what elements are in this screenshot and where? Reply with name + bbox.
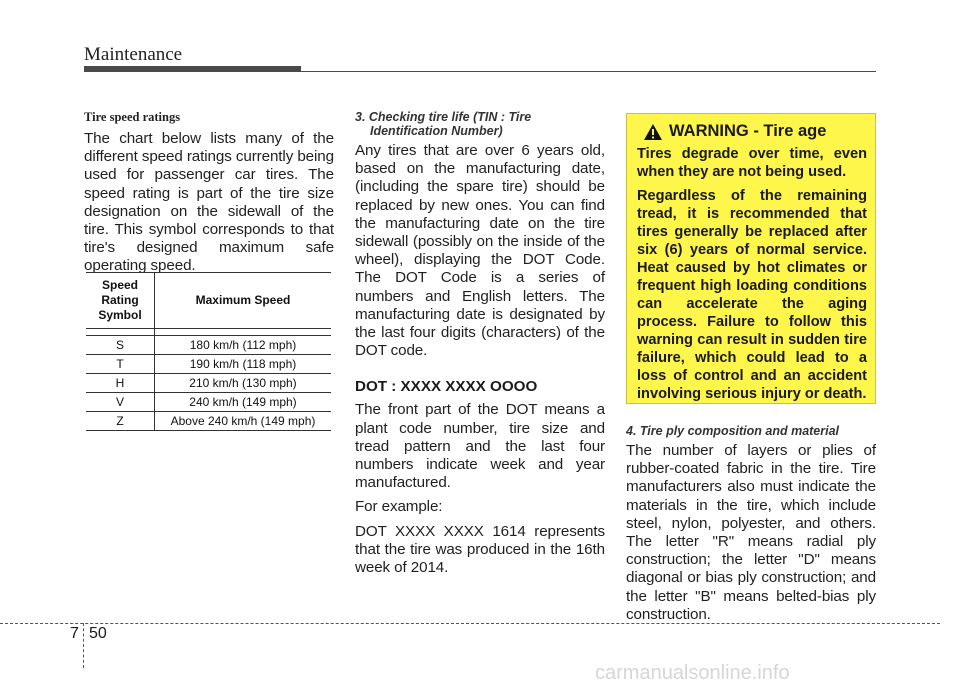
column-header-speed: Maximum Speed xyxy=(155,273,332,329)
speed-symbol: V xyxy=(86,393,155,412)
section-heading-tire-life xyxy=(355,110,605,138)
dot-code-format: DOT : XXXX XXXX OOOO xyxy=(355,378,538,396)
header-bar xyxy=(84,66,301,72)
dot-explanation-paragraph: The front part of the DOT means a plant code number, tire size and tread pattern and the last four numbers indicate week and year manufactured. xyxy=(355,401,605,492)
warning-box-tire-age xyxy=(626,113,876,404)
ply-composition-paragraph: The number of layers or plies of rubber-coated fabric in the tire. Tire manufacturers also must indicate the materials in the tire, which include steel, nylon, polyester, and others. The letter "R" means radial ply construction; the letter "D" means diagonal or bias ply construction; and the letter "B" means belted-bias ply construction. xyxy=(626,442,876,623)
page-header-title: Maintenance xyxy=(84,44,183,65)
warning-title xyxy=(643,122,867,141)
footer-divider xyxy=(83,623,84,668)
warning-triangle-icon xyxy=(643,123,663,141)
column-header-symbol: Speed Rating Symbol xyxy=(86,273,155,329)
table-row xyxy=(86,336,331,355)
max-speed: Above 240 km/h (149 mph) xyxy=(155,412,332,431)
table-row xyxy=(86,412,331,431)
table-row xyxy=(86,393,331,412)
max-speed: 180 km/h (112 mph) xyxy=(155,336,332,355)
heading-line-2: Identification Number) xyxy=(370,124,503,138)
column-ply-composition xyxy=(626,424,876,624)
chapter-number: 7 xyxy=(70,625,79,642)
speed-symbol: Z xyxy=(86,412,155,431)
footer-rule xyxy=(0,623,940,624)
page-number: 50 xyxy=(89,625,107,642)
speed-rating-table xyxy=(86,272,331,431)
table-spacer-row xyxy=(86,329,331,336)
warning-title-text: WARNING - Tire age xyxy=(669,122,827,140)
column-tire-life xyxy=(355,110,605,577)
column-speed-ratings xyxy=(84,110,334,276)
table-row xyxy=(86,355,331,374)
max-speed: 240 km/h (149 mph) xyxy=(155,393,332,412)
watermark: carmanualsonline.info xyxy=(595,662,790,684)
table-row xyxy=(86,374,331,393)
example-label: For example: xyxy=(355,498,443,516)
tire-life-paragraph: Any tires that are over 6 years old, based on the manufacturing date, (including the spare tire) should be replaced by new ones. You can find the manufacturing date on the tire sidewall (possibly on the inside of the wheel), displaying the DOT Code. The DOT Code is a series of numbers and English letters. The manufacturing date is designated by the last four digits (characters) of the DOT code. xyxy=(355,142,605,360)
speed-symbol: H xyxy=(86,374,155,393)
header-rule xyxy=(301,71,876,72)
section-heading-ply-composition: 4. Tire ply composition and material xyxy=(626,424,840,438)
speed-ratings-paragraph: The chart below lists many of the different speed ratings currently being used for passenger car tires. The speed rating is part of the tire size designation on the sidewall of the tire. This symbol corresponds to that tire's designed maximum safe operating speed. xyxy=(84,130,334,275)
speed-symbol: S xyxy=(86,336,155,355)
max-speed: 190 km/h (118 mph) xyxy=(155,355,332,374)
max-speed: 210 km/h (130 mph) xyxy=(155,374,332,393)
heading-line-1: 3. Checking tire life (TIN : Tire xyxy=(355,110,532,124)
speed-symbol: T xyxy=(86,355,155,374)
warning-paragraph-1: Tires degrade over time, even when they are not being used. xyxy=(637,146,867,180)
section-heading-speed-ratings: Tire speed ratings xyxy=(84,110,181,124)
example-paragraph: DOT XXXX XXXX 1614 represents that the tire was produced in the 16th week of 2014. xyxy=(355,522,605,577)
table-header-row xyxy=(86,273,331,329)
warning-paragraph-2: Regardless of the remaining tread, it is recommended that tires generally be replaced after six (6) years of normal service. Heat caused by hot climates or frequent high loading conditions can accelerate the aging process. Failure to follow this warning can result in sudden tire failure, which could lead to a loss of control and an accident involving serious injury or death. xyxy=(637,188,867,402)
